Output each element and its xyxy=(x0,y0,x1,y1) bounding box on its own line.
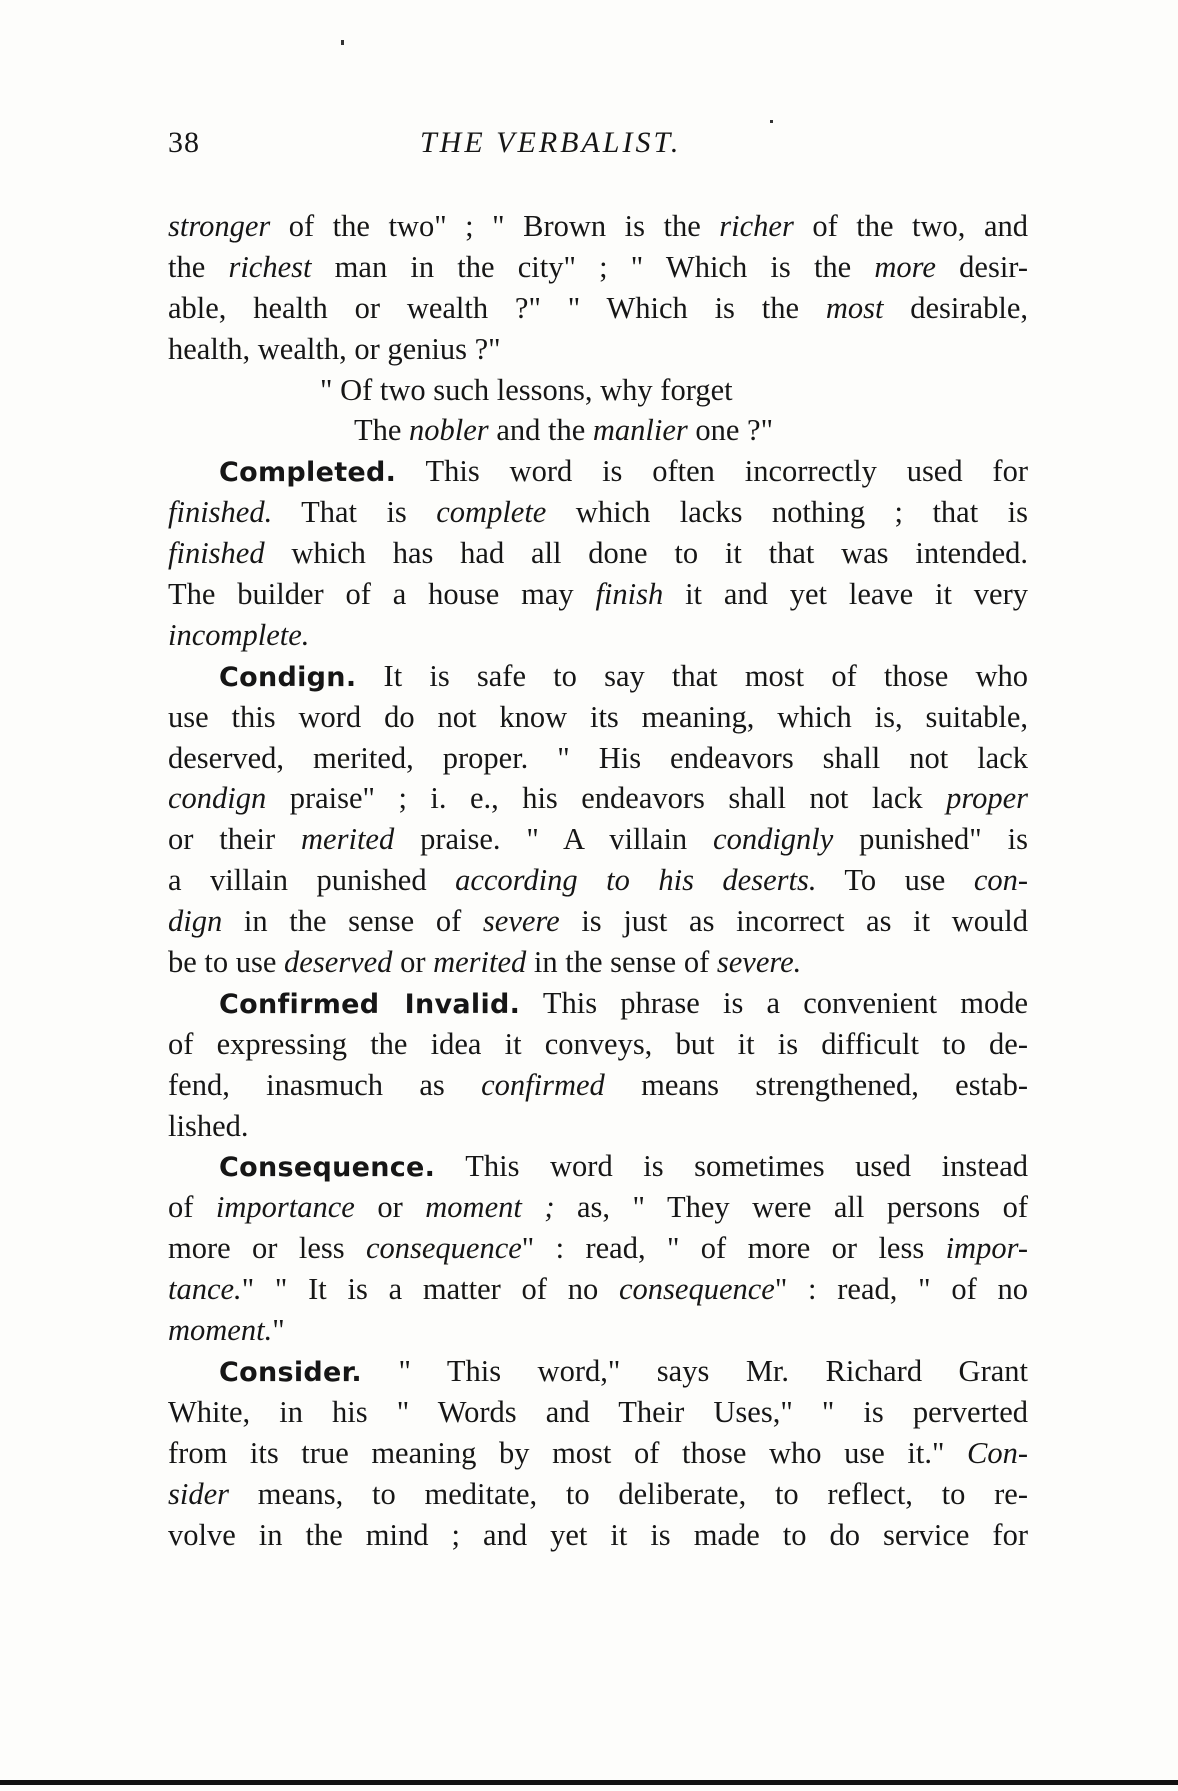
print-speck xyxy=(341,40,344,45)
text-line: of expressing the idea it conveys, but it is difficult to de- xyxy=(168,1026,1028,1061)
text-line: health, wealth, or genius ?" xyxy=(168,331,501,366)
entry-consider: Consider. " This word," says Mr. Richard Grant xyxy=(219,1353,1028,1388)
text-line: use this word do not know its meaning, which is, suitable, xyxy=(168,699,1028,734)
text-line: of importance or moment ; as, " They were all persons of xyxy=(168,1190,1028,1225)
page-body xyxy=(168,206,1028,1555)
text-line: dign in the sense of severe is just as incorrect as it would xyxy=(168,904,1028,939)
entry-headword: Condign. xyxy=(219,661,357,693)
entry-headword: Consider. xyxy=(219,1356,362,1388)
text-line: fend, inasmuch as confirmed means strengthened, estab- xyxy=(168,1067,1028,1102)
text-line: lished. xyxy=(168,1108,249,1143)
text-line: volve in the mind ; and yet it is made to do service for xyxy=(168,1517,1028,1552)
text-line: stronger of the two" ; " Brown is the richer of the two, and xyxy=(168,209,1028,243)
entry-confirmed-invalid: Confirmed Invalid. This phrase is a convenient mode xyxy=(219,985,1028,1020)
text-line: sider means, to meditate, to deliberate, to reflect, to re- xyxy=(168,1476,1028,1511)
text-line: condign praise" ; i. e., his endeavors shall not lack proper xyxy=(168,781,1028,816)
print-speck xyxy=(770,120,773,123)
text-line: tance." " It is a matter of no consequence" : read, " of no xyxy=(168,1272,1028,1307)
verse-line: " Of two such lessons, why forget xyxy=(320,372,733,407)
page-bottom-edge xyxy=(0,1780,1178,1785)
text-line: moment." xyxy=(168,1313,285,1348)
entry-headword: Completed. xyxy=(219,457,397,489)
verse-line: The nobler and the manlier one ?" xyxy=(354,413,774,448)
entry-headword: Confirmed Invalid. xyxy=(219,988,521,1020)
text-line: from its true meaning by most of those who use it." Con- xyxy=(168,1435,1028,1470)
text-line: incomplete. xyxy=(168,617,310,652)
page-header xyxy=(168,126,1028,170)
text-line: White, in his " Words and Their Uses," " is perverted xyxy=(168,1394,1028,1429)
text-line: more or less consequence" : read, " of more or less impor- xyxy=(168,1231,1028,1266)
text-line: deserved, merited, proper. " His endeavors shall not lack xyxy=(168,740,1028,775)
entry-consequence: Consequence. This word is sometimes used instead xyxy=(219,1149,1028,1184)
text-line: or their merited praise. " A villain condignly punished" is xyxy=(168,822,1028,857)
entry-headword: Consequence. xyxy=(219,1152,436,1184)
text-line: the richest man in the city" ; " Which is the more desir- xyxy=(168,249,1028,284)
page-number: 38 xyxy=(168,126,200,159)
running-head: THE VERBALIST. xyxy=(420,126,682,159)
text-line: finished which has had all done to it that was intended. xyxy=(168,536,1028,571)
text-line: be to use deserved or merited in the sense of severe. xyxy=(168,945,802,980)
text-line: finished. That is complete which lacks nothing ; that is xyxy=(168,495,1028,530)
entry-completed: Completed. This word is often incorrectly used for xyxy=(219,454,1028,489)
text-line: The builder of a house may finish it and yet leave it very xyxy=(168,577,1028,612)
entry-condign: Condign. It is safe to say that most of those who xyxy=(219,658,1028,693)
text-line: a villain punished according to his deserts. To use con- xyxy=(168,863,1029,898)
text-line: able, health or wealth ?" " Which is the most desirable, xyxy=(168,290,1028,325)
